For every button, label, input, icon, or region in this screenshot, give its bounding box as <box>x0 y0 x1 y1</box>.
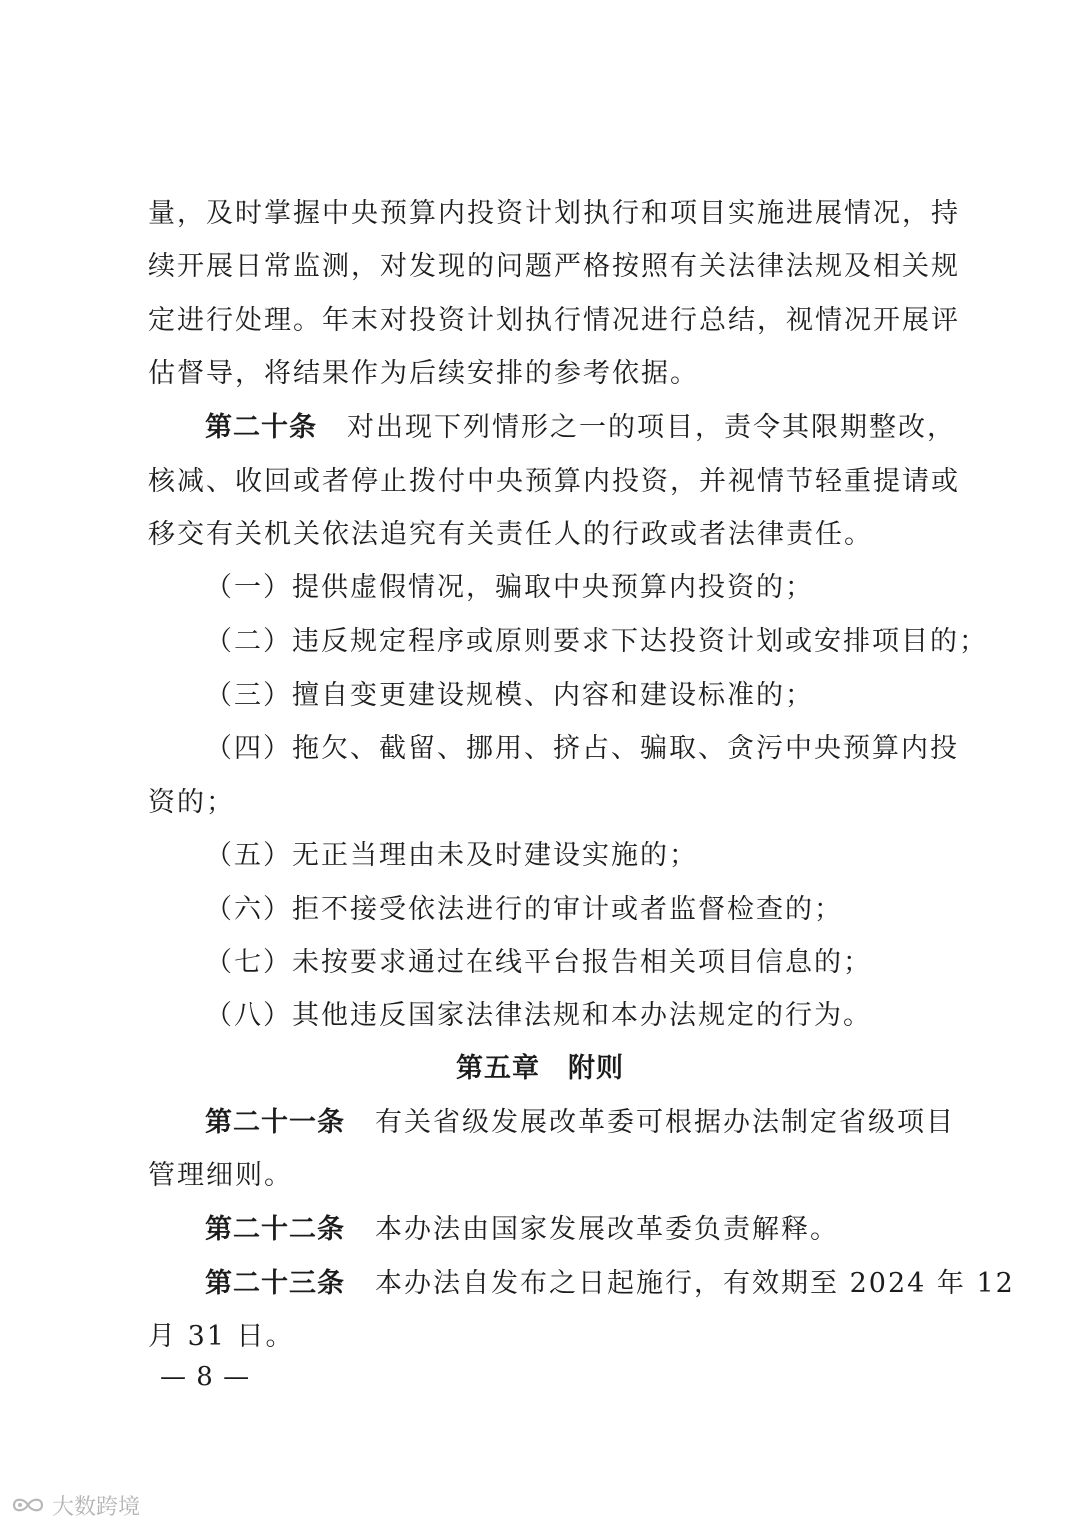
list-item: （三）擅自变更建设规模、内容和建设标准的； <box>205 680 814 711</box>
article-23-label: 第二十三条 <box>205 1268 345 1299</box>
list-item: （六）拒不接受依法进行的审计或者监督检查的； <box>205 894 843 925</box>
page-number: — 8 — <box>160 1362 251 1392</box>
paragraph-line: 续开展日常监测，对发现的问题严格按照有关法律法规及相关规 <box>148 251 960 282</box>
list-item: （五）无正当理由未及时建设实施的； <box>205 840 698 871</box>
infinity-loop-icon <box>10 1493 46 1517</box>
article-20-label: 第二十条 <box>205 412 317 443</box>
list-item: （八）其他违反国家法律法规和本办法规定的行为。 <box>205 1000 872 1031</box>
list-item: （七）未按要求通过在线平台报告相关项目信息的； <box>205 947 872 978</box>
article-22-line <box>205 1210 938 1250</box>
article-20-first-line <box>205 408 956 448</box>
article-23-text: 本办法自发布之日起施行，有效期至 2024 年 12 <box>375 1268 1015 1299</box>
article-22-label: 第二十二条 <box>205 1214 345 1245</box>
article-22-text: 本办法由国家发展改革委负责解释。 <box>375 1214 839 1245</box>
article-20-text: 对出现下列情形之一的项目，责令其限期整改， <box>347 412 956 443</box>
paragraph-line: 移交有关机关依法追究有关责任人的行政或者法律责任。 <box>148 519 873 550</box>
watermark-text: 大数跨境 <box>52 1494 141 1520</box>
paragraph-line: 量，及时掌握中央预算内投资计划执行和项目实施进展情况，持 <box>148 198 960 229</box>
article-21-first-line <box>205 1103 955 1143</box>
watermark <box>10 1488 140 1522</box>
article-23-first-line <box>205 1264 1015 1304</box>
paragraph-line: 定进行处理。年末对投资计划执行情况进行总结，视情况开展评 <box>148 305 960 336</box>
list-item: （二）违反规定程序或原则要求下达投资计划或安排项目的； <box>205 626 988 657</box>
paragraph-line: 核减、收回或者停止拨付中央预算内投资，并视情节轻重提请或 <box>148 466 960 497</box>
paragraph-line: 管理细则。 <box>148 1160 293 1191</box>
paragraph-line: 月 31 日。 <box>148 1321 295 1352</box>
article-21-text: 有关省级发展改革委可根据办法制定省级项目 <box>375 1107 955 1138</box>
list-item: （四）拖欠、截留、挪用、挤占、骗取、贪污中央预算内投 <box>205 733 959 764</box>
chapter-heading: 第五章 附则 <box>456 1053 624 1084</box>
paragraph-line: 估督导，将结果作为后续安排的参考依据。 <box>148 358 699 389</box>
article-21-label: 第二十一条 <box>205 1107 345 1138</box>
list-item-continuation: 资的； <box>148 787 235 818</box>
list-item: （一）提供虚假情况，骗取中央预算内投资的； <box>205 572 814 603</box>
